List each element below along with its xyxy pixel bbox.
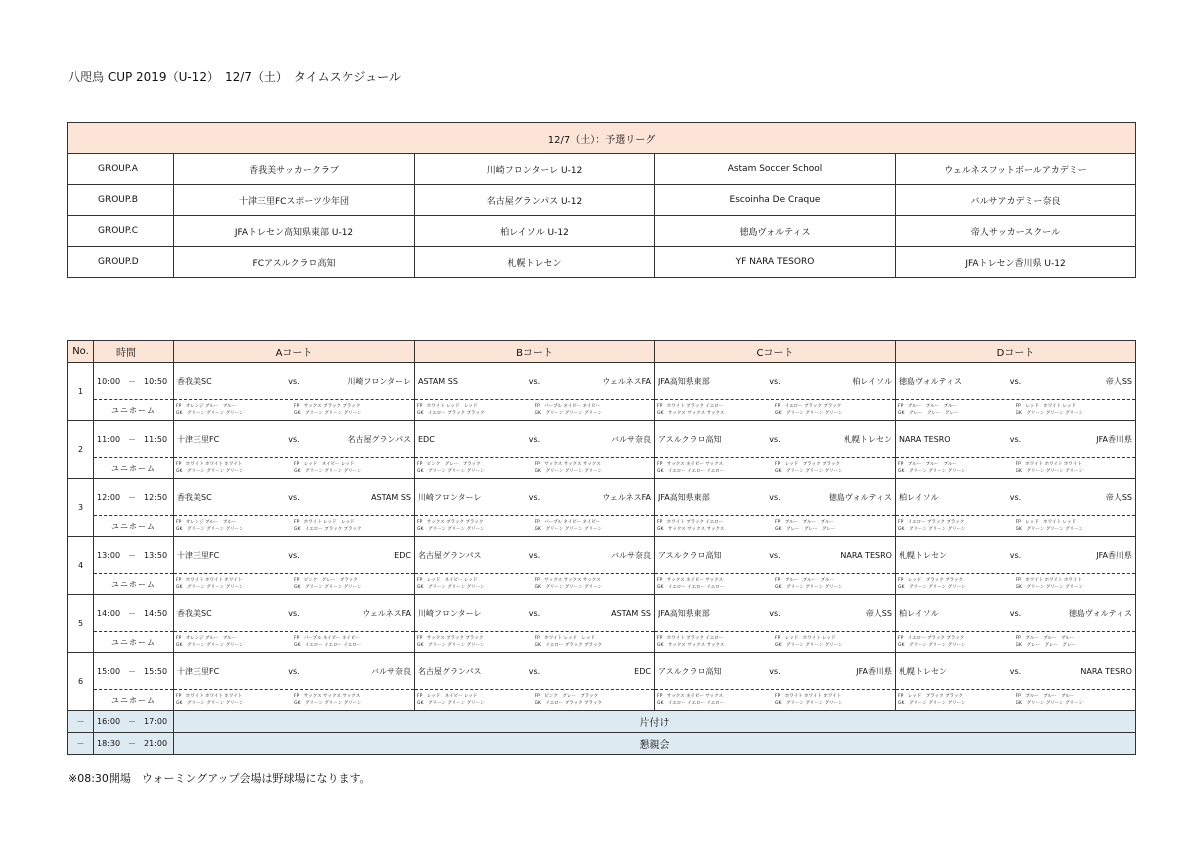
uniform-cell bbox=[174, 458, 415, 479]
home-uniform: FP サックス ブラック ブラック GK グリーン グリーン グリーン bbox=[417, 520, 485, 532]
match-row bbox=[68, 363, 1136, 400]
group-row bbox=[68, 247, 1136, 278]
group-table bbox=[67, 122, 1136, 278]
match-row bbox=[68, 479, 1136, 516]
vs-label: vs. bbox=[769, 550, 781, 560]
uniform-cell bbox=[896, 516, 1136, 537]
match-cell bbox=[174, 479, 415, 516]
document-title: 八咫烏 CUP 2019（U-12） 12/7（土） タイムスケジュール bbox=[68, 70, 401, 84]
match-time: 15:00 － 15:50 bbox=[94, 653, 174, 690]
away-uniform: FP レッド ブラック ブラック GK グリーン グリーン グリーン bbox=[775, 462, 843, 474]
uniform-cell bbox=[415, 632, 655, 653]
away-team: NARA TESRO bbox=[840, 550, 892, 560]
match-no: 5 bbox=[68, 595, 94, 653]
group-table-header: 12/7（土）：予選リーグ bbox=[68, 123, 1136, 154]
match-cell bbox=[415, 363, 655, 400]
uniform-cell bbox=[415, 690, 655, 711]
group-team: FCアスルクラロ高知 bbox=[174, 247, 415, 278]
uniform-label: ユニホーム bbox=[94, 690, 174, 711]
uniform-label: ユニホーム bbox=[94, 632, 174, 653]
uniform-cell bbox=[655, 574, 896, 595]
away-team: 柏レイソル bbox=[852, 376, 892, 386]
home-uniform: FP ホワイト ブラック イエロー GK サックス サックス サックス bbox=[657, 404, 725, 416]
group-row bbox=[68, 185, 1136, 216]
away-team: ウェルネスFA bbox=[602, 376, 651, 386]
home-team: JFA高知県東部 bbox=[658, 376, 710, 386]
match-no: 1 bbox=[68, 363, 94, 421]
home-team: NARA TESRO bbox=[899, 434, 951, 444]
group-team: バルサアカデミー奈良 bbox=[896, 185, 1136, 216]
home-uniform: FP ブルー ブルー ブルー GK グリーン グリーン グリーン bbox=[898, 462, 966, 474]
vs-label: vs. bbox=[288, 434, 300, 444]
home-uniform: FP レッド ブラック ブラック GK グリーン グリーン グリーン bbox=[898, 578, 966, 590]
header-court-a: Aコート bbox=[174, 341, 415, 363]
match-time: 10:00 － 10:50 bbox=[94, 363, 174, 400]
vs-label: vs. bbox=[288, 666, 300, 676]
uniform-cell bbox=[415, 574, 655, 595]
vs-label: vs. bbox=[1009, 550, 1022, 560]
vs-label: vs. bbox=[528, 376, 541, 386]
home-team: アスルクラロ高知 bbox=[658, 550, 722, 560]
vs-label: vs. bbox=[528, 608, 541, 618]
match-time: 13:00 － 13:50 bbox=[94, 537, 174, 574]
match-time: 11:00 － 11:50 bbox=[94, 421, 174, 458]
header-court-d: Dコート bbox=[896, 341, 1136, 363]
away-uniform: FP ホワイト レッド レッド GK イエロー ブラック ブラック bbox=[534, 636, 602, 648]
home-team: 十津三里FC bbox=[177, 666, 220, 676]
away-team: ウェルネスFA bbox=[602, 492, 651, 502]
home-uniform: FP ホワイト ブラック イエロー GK サックス サックス サックス bbox=[657, 520, 725, 532]
home-team: JFA高知県東部 bbox=[658, 492, 710, 502]
away-team: バルサ奈良 bbox=[610, 550, 651, 560]
uniform-cell bbox=[174, 400, 415, 421]
away-uniform: FP サックス サックス サックス GK グリーン グリーン グリーン bbox=[294, 694, 362, 706]
vs-label: vs. bbox=[1009, 434, 1022, 444]
away-uniform: FP イエロー ブラック ブラック GK グリーン グリーン グリーン bbox=[775, 404, 843, 416]
home-team: 柏レイソル bbox=[899, 492, 939, 502]
group-team: ウェルネスフットボールアカデミー bbox=[896, 154, 1136, 185]
match-time: 14:00 － 14:50 bbox=[94, 595, 174, 632]
match-cell bbox=[174, 537, 415, 574]
group-team: YF NARA TESORO bbox=[655, 247, 896, 278]
uniform-row bbox=[68, 574, 1136, 595]
vs-label: vs. bbox=[528, 434, 541, 444]
vs-label: vs. bbox=[528, 550, 541, 560]
away-uniform: FP パープル ネイビー ネイビー GK イエロー イエロー イエロー bbox=[294, 636, 362, 648]
uniform-row bbox=[68, 400, 1136, 421]
away-team: 帝人SS bbox=[865, 608, 892, 618]
vs-label: vs. bbox=[769, 434, 781, 444]
match-cell bbox=[655, 421, 896, 458]
uniform-cell bbox=[174, 632, 415, 653]
match-cell bbox=[655, 653, 896, 690]
match-row bbox=[68, 421, 1136, 458]
home-team: アスルクラロ高知 bbox=[658, 434, 722, 444]
vs-label: vs. bbox=[1009, 492, 1022, 502]
home-team: 徳島ヴォルティス bbox=[899, 376, 963, 386]
event-time: 18:30 － 21:00 bbox=[94, 733, 174, 755]
away-uniform: FP ブルー ブルー ブルー GK グリーン グリーン グリーン bbox=[775, 578, 843, 590]
home-team: 十津三里FC bbox=[177, 434, 220, 444]
schedule-table bbox=[67, 340, 1136, 755]
uniform-cell bbox=[896, 690, 1136, 711]
uniform-cell bbox=[655, 690, 896, 711]
header-court-c: Cコート bbox=[655, 341, 896, 363]
home-team: 名古屋グランパス bbox=[418, 550, 482, 560]
away-team: NARA TESRO bbox=[1080, 666, 1132, 676]
match-cell bbox=[415, 595, 655, 632]
uniform-cell bbox=[655, 458, 896, 479]
uniform-label: ユニホーム bbox=[94, 458, 174, 479]
home-uniform: FP サックス ネイビー サックス GK イエロー イエロー イエロー bbox=[657, 462, 725, 474]
uniform-row bbox=[68, 690, 1136, 711]
away-team: EDC bbox=[634, 666, 651, 676]
home-team: 柏レイソル bbox=[899, 608, 939, 618]
away-uniform: FP サックス ブラック ブラック GK グリーン グリーン グリーン bbox=[294, 404, 362, 416]
uniform-row bbox=[68, 632, 1136, 653]
home-uniform: FP レッド ブラック ブラック GK グリーン グリーン グリーン bbox=[898, 694, 966, 706]
home-uniform: FP ホワイト レッド レッド GK イエロー ブラック ブラック bbox=[417, 404, 485, 416]
away-uniform: FP パープル ネイビー ネイビー GK グリーン グリーン グリーン bbox=[534, 404, 603, 416]
home-team: 名古屋グランパス bbox=[418, 666, 482, 676]
match-cell bbox=[415, 537, 655, 574]
group-name: GROUP.A bbox=[68, 154, 174, 185]
uniform-cell bbox=[415, 516, 655, 537]
uniform-cell bbox=[896, 632, 1136, 653]
away-team: ASTAM SS bbox=[371, 492, 411, 502]
away-team: EDC bbox=[394, 550, 411, 560]
home-team: 川崎フロンターレ bbox=[418, 492, 482, 502]
uniform-cell bbox=[655, 400, 896, 421]
vs-label: vs. bbox=[1009, 376, 1022, 386]
home-team: EDC bbox=[418, 434, 435, 444]
home-uniform: FP サックス ブラック ブラック GK グリーン グリーン グリーン bbox=[417, 636, 485, 648]
away-uniform: FP ブルー ブルー ブルー GK グレー グレー グレー bbox=[775, 520, 836, 532]
home-uniform: FP ホワイト ブラック イエロー GK サックス サックス サックス bbox=[657, 636, 725, 648]
home-uniform: FP サックス ネイビー サックス GK イエロー イエロー イエロー bbox=[657, 578, 725, 590]
vs-label: vs. bbox=[528, 492, 541, 502]
away-uniform: FP ホワイト レッド レッド GK イエロー ブラック ブラック bbox=[294, 520, 362, 532]
uniform-cell bbox=[655, 632, 896, 653]
match-time: 12:00 － 12:50 bbox=[94, 479, 174, 516]
home-uniform: FP ブルー ブルー ブルー GK グレー グレー グレー bbox=[898, 404, 959, 416]
group-team: 十津三里FCスポーツ少年団 bbox=[174, 185, 415, 216]
event-row bbox=[68, 733, 1136, 755]
uniform-label: ユニホーム bbox=[94, 400, 174, 421]
away-team: バルサ奈良 bbox=[370, 666, 411, 676]
uniform-label: ユニホーム bbox=[94, 516, 174, 537]
match-no: 4 bbox=[68, 537, 94, 595]
match-cell bbox=[896, 479, 1136, 516]
event-no: － bbox=[68, 733, 94, 755]
away-team: JFA香川県 bbox=[1096, 434, 1132, 444]
away-team: 帝人SS bbox=[1105, 376, 1132, 386]
home-uniform: FP ピンク グレー ブラック GK グリーン グリーン グリーン bbox=[417, 462, 485, 474]
event-label: 懇親会 bbox=[174, 733, 1136, 755]
away-uniform: FP ホワイト ホワイト ホワイト GK グリーン グリーン グリーン bbox=[775, 694, 843, 706]
away-uniform: FP レッド ネイビー レッド GK グリーン グリーン グリーン bbox=[294, 462, 362, 474]
away-team: 札幌トレセン bbox=[843, 434, 892, 444]
away-team: ASTAM SS bbox=[611, 608, 651, 618]
match-cell bbox=[415, 653, 655, 690]
away-uniform: FP サックス サックス サックス GK グリーン グリーン グリーン bbox=[534, 578, 603, 590]
match-cell bbox=[896, 421, 1136, 458]
match-cell bbox=[174, 653, 415, 690]
vs-label: vs. bbox=[1009, 608, 1022, 618]
group-name: GROUP.B bbox=[68, 185, 174, 216]
home-uniform: FP オレンジ ブルー ブルー GK グリーン グリーン グリーン bbox=[176, 520, 244, 532]
match-no: 2 bbox=[68, 421, 94, 479]
match-cell bbox=[896, 595, 1136, 632]
away-team: 徳島ヴォルティス bbox=[1068, 608, 1132, 618]
match-cell bbox=[174, 363, 415, 400]
uniform-cell bbox=[174, 690, 415, 711]
group-team: JFAトレセン高知県東部 U-12 bbox=[174, 216, 415, 247]
away-uniform: FP パープル ネイビー ネイビー GK グリーン グリーン グリーン bbox=[534, 520, 603, 532]
match-cell bbox=[174, 595, 415, 632]
away-team: 徳島ヴォルティス bbox=[828, 492, 892, 502]
group-name: GROUP.D bbox=[68, 247, 174, 278]
home-team: ASTAM SS bbox=[418, 376, 458, 386]
vs-label: vs. bbox=[769, 492, 781, 502]
match-row bbox=[68, 653, 1136, 690]
home-uniform: FP レッド ネイビー レッド GK グリーン グリーン グリーン bbox=[417, 694, 485, 706]
vs-label: vs. bbox=[769, 376, 781, 386]
group-team: 香我美サッカークラブ bbox=[174, 154, 415, 185]
away-uniform: FP レッド ホワイト レッド GK グリーン グリーン グリーン bbox=[1015, 520, 1084, 532]
group-team: Escoinha De Craque bbox=[655, 185, 896, 216]
home-team: アスルクラロ高知 bbox=[658, 666, 722, 676]
group-team: 柏レイソル U-12 bbox=[415, 216, 655, 247]
away-uniform: FP レッド ホワイト レッド GK グリーン グリーン グリーン bbox=[775, 636, 843, 648]
group-team: Astam Soccer School bbox=[655, 154, 896, 185]
home-team: 川崎フロンターレ bbox=[418, 608, 482, 618]
match-no: 3 bbox=[68, 479, 94, 537]
group-name: GROUP.C bbox=[68, 216, 174, 247]
match-cell bbox=[174, 421, 415, 458]
away-team: 帝人SS bbox=[1105, 492, 1132, 502]
home-team: 十津三里FC bbox=[177, 550, 220, 560]
group-team: 札幌トレセン bbox=[415, 247, 655, 278]
header-court-b: Bコート bbox=[415, 341, 655, 363]
match-no: 6 bbox=[68, 653, 94, 711]
home-team: 香我美SC bbox=[177, 608, 212, 618]
event-row bbox=[68, 711, 1136, 733]
vs-label: vs. bbox=[288, 550, 300, 560]
event-no: － bbox=[68, 711, 94, 733]
home-uniform: FP イエロー ブラック ブラック GK グリーン グリーン グリーン bbox=[898, 636, 966, 648]
group-team: 帝人サッカースクール bbox=[896, 216, 1136, 247]
vs-label: vs. bbox=[288, 608, 300, 618]
match-cell bbox=[896, 653, 1136, 690]
uniform-row bbox=[68, 516, 1136, 537]
match-cell bbox=[655, 479, 896, 516]
home-team: JFA高知県東部 bbox=[658, 608, 710, 618]
away-uniform: FP ピンク グレー ブラック GK グリーン グリーン グリーン bbox=[294, 578, 362, 590]
uniform-label: ユニホーム bbox=[94, 574, 174, 595]
uniform-cell bbox=[896, 400, 1136, 421]
away-uniform: FP ホワイト ホワイト ホワイト GK グリーン グリーン グリーン bbox=[1015, 462, 1084, 474]
vs-label: vs. bbox=[1009, 666, 1022, 676]
vs-label: vs. bbox=[288, 376, 300, 386]
away-uniform: FP ブルー ブルー ブルー GK グレー グレー グレー bbox=[1015, 636, 1076, 648]
home-uniform: FP レッド ネイビー レッド GK グリーン グリーン グリーン bbox=[417, 578, 485, 590]
match-cell bbox=[896, 537, 1136, 574]
header-time: 時間 bbox=[94, 341, 174, 363]
away-team: JFA香川県 bbox=[856, 666, 892, 676]
match-cell bbox=[655, 363, 896, 400]
group-team: 徳島ヴォルティス bbox=[655, 216, 896, 247]
uniform-cell bbox=[415, 458, 655, 479]
home-uniform: FP サックス ネイビー サックス GK イエロー イエロー イエロー bbox=[657, 694, 725, 706]
away-team: JFA香川県 bbox=[1096, 550, 1132, 560]
uniform-cell bbox=[896, 574, 1136, 595]
vs-label: vs. bbox=[528, 666, 541, 676]
group-team: JFAトレセン香川県 U-12 bbox=[896, 247, 1136, 278]
uniform-row bbox=[68, 458, 1136, 479]
away-uniform: FP ホワイト ホワイト ホワイト GK グリーン グリーン グリーン bbox=[1015, 578, 1084, 590]
group-row bbox=[68, 154, 1136, 185]
match-cell bbox=[655, 595, 896, 632]
match-cell bbox=[896, 363, 1136, 400]
event-label: 片付け bbox=[174, 711, 1136, 733]
away-uniform: FP ピンク グレー ブラック GK イエロー ブラック ブラック bbox=[534, 694, 602, 706]
uniform-cell bbox=[415, 400, 655, 421]
home-team: 札幌トレセン bbox=[899, 550, 947, 560]
footnote: ※08:30開場 ウォーミングアップ会場は野球場になります。 bbox=[68, 772, 371, 785]
away-team: 名古屋グランパス bbox=[347, 434, 411, 444]
match-row bbox=[68, 537, 1136, 574]
home-uniform: FP ホワイト ホワイト ホワイト GK グリーン グリーン グリーン bbox=[176, 462, 244, 474]
away-team: ウェルネスFA bbox=[362, 608, 411, 618]
home-team: 香我美SC bbox=[177, 376, 212, 386]
uniform-cell bbox=[174, 516, 415, 537]
header-no: No. bbox=[68, 341, 94, 363]
event-time: 16:00 － 17:00 bbox=[94, 711, 174, 733]
away-uniform: FP ブルー ブルー ブルー GK グリーン グリーン グリーン bbox=[1015, 694, 1084, 706]
home-uniform: FP ホワイト ホワイト ホワイト GK グリーン グリーン グリーン bbox=[176, 578, 244, 590]
match-cell bbox=[655, 537, 896, 574]
uniform-cell bbox=[896, 458, 1136, 479]
match-cell bbox=[415, 421, 655, 458]
home-team: 札幌トレセン bbox=[899, 666, 947, 676]
home-uniform: FP イエロー ブラック ブラック GK グリーン グリーン グリーン bbox=[898, 520, 966, 532]
away-uniform: FP サックス サックス サックス GK グリーン グリーン グリーン bbox=[534, 462, 603, 474]
home-uniform: FP ホワイト ホワイト ホワイト GK グリーン グリーン グリーン bbox=[176, 694, 244, 706]
vs-label: vs. bbox=[769, 666, 781, 676]
group-team: 名古屋グランパス U-12 bbox=[415, 185, 655, 216]
uniform-cell bbox=[655, 516, 896, 537]
match-cell bbox=[415, 479, 655, 516]
group-row bbox=[68, 216, 1136, 247]
group-team: 川崎フロンターレ U-12 bbox=[415, 154, 655, 185]
home-uniform: FP オレンジ ブルー ブルー GK グリーン グリーン グリーン bbox=[176, 636, 244, 648]
home-team: 香我美SC bbox=[177, 492, 212, 502]
away-team: バルサ奈良 bbox=[610, 434, 651, 444]
away-uniform: FP レッド ホワイト レッド GK グリーン グリーン グリーン bbox=[1015, 404, 1084, 416]
away-team: 川崎フロンターレ bbox=[347, 376, 411, 386]
match-row bbox=[68, 595, 1136, 632]
vs-label: vs. bbox=[769, 608, 781, 618]
home-uniform: FP オレンジ ブルー ブルー GK グリーン グリーン グリーン bbox=[176, 404, 244, 416]
vs-label: vs. bbox=[288, 492, 300, 502]
uniform-cell bbox=[174, 574, 415, 595]
